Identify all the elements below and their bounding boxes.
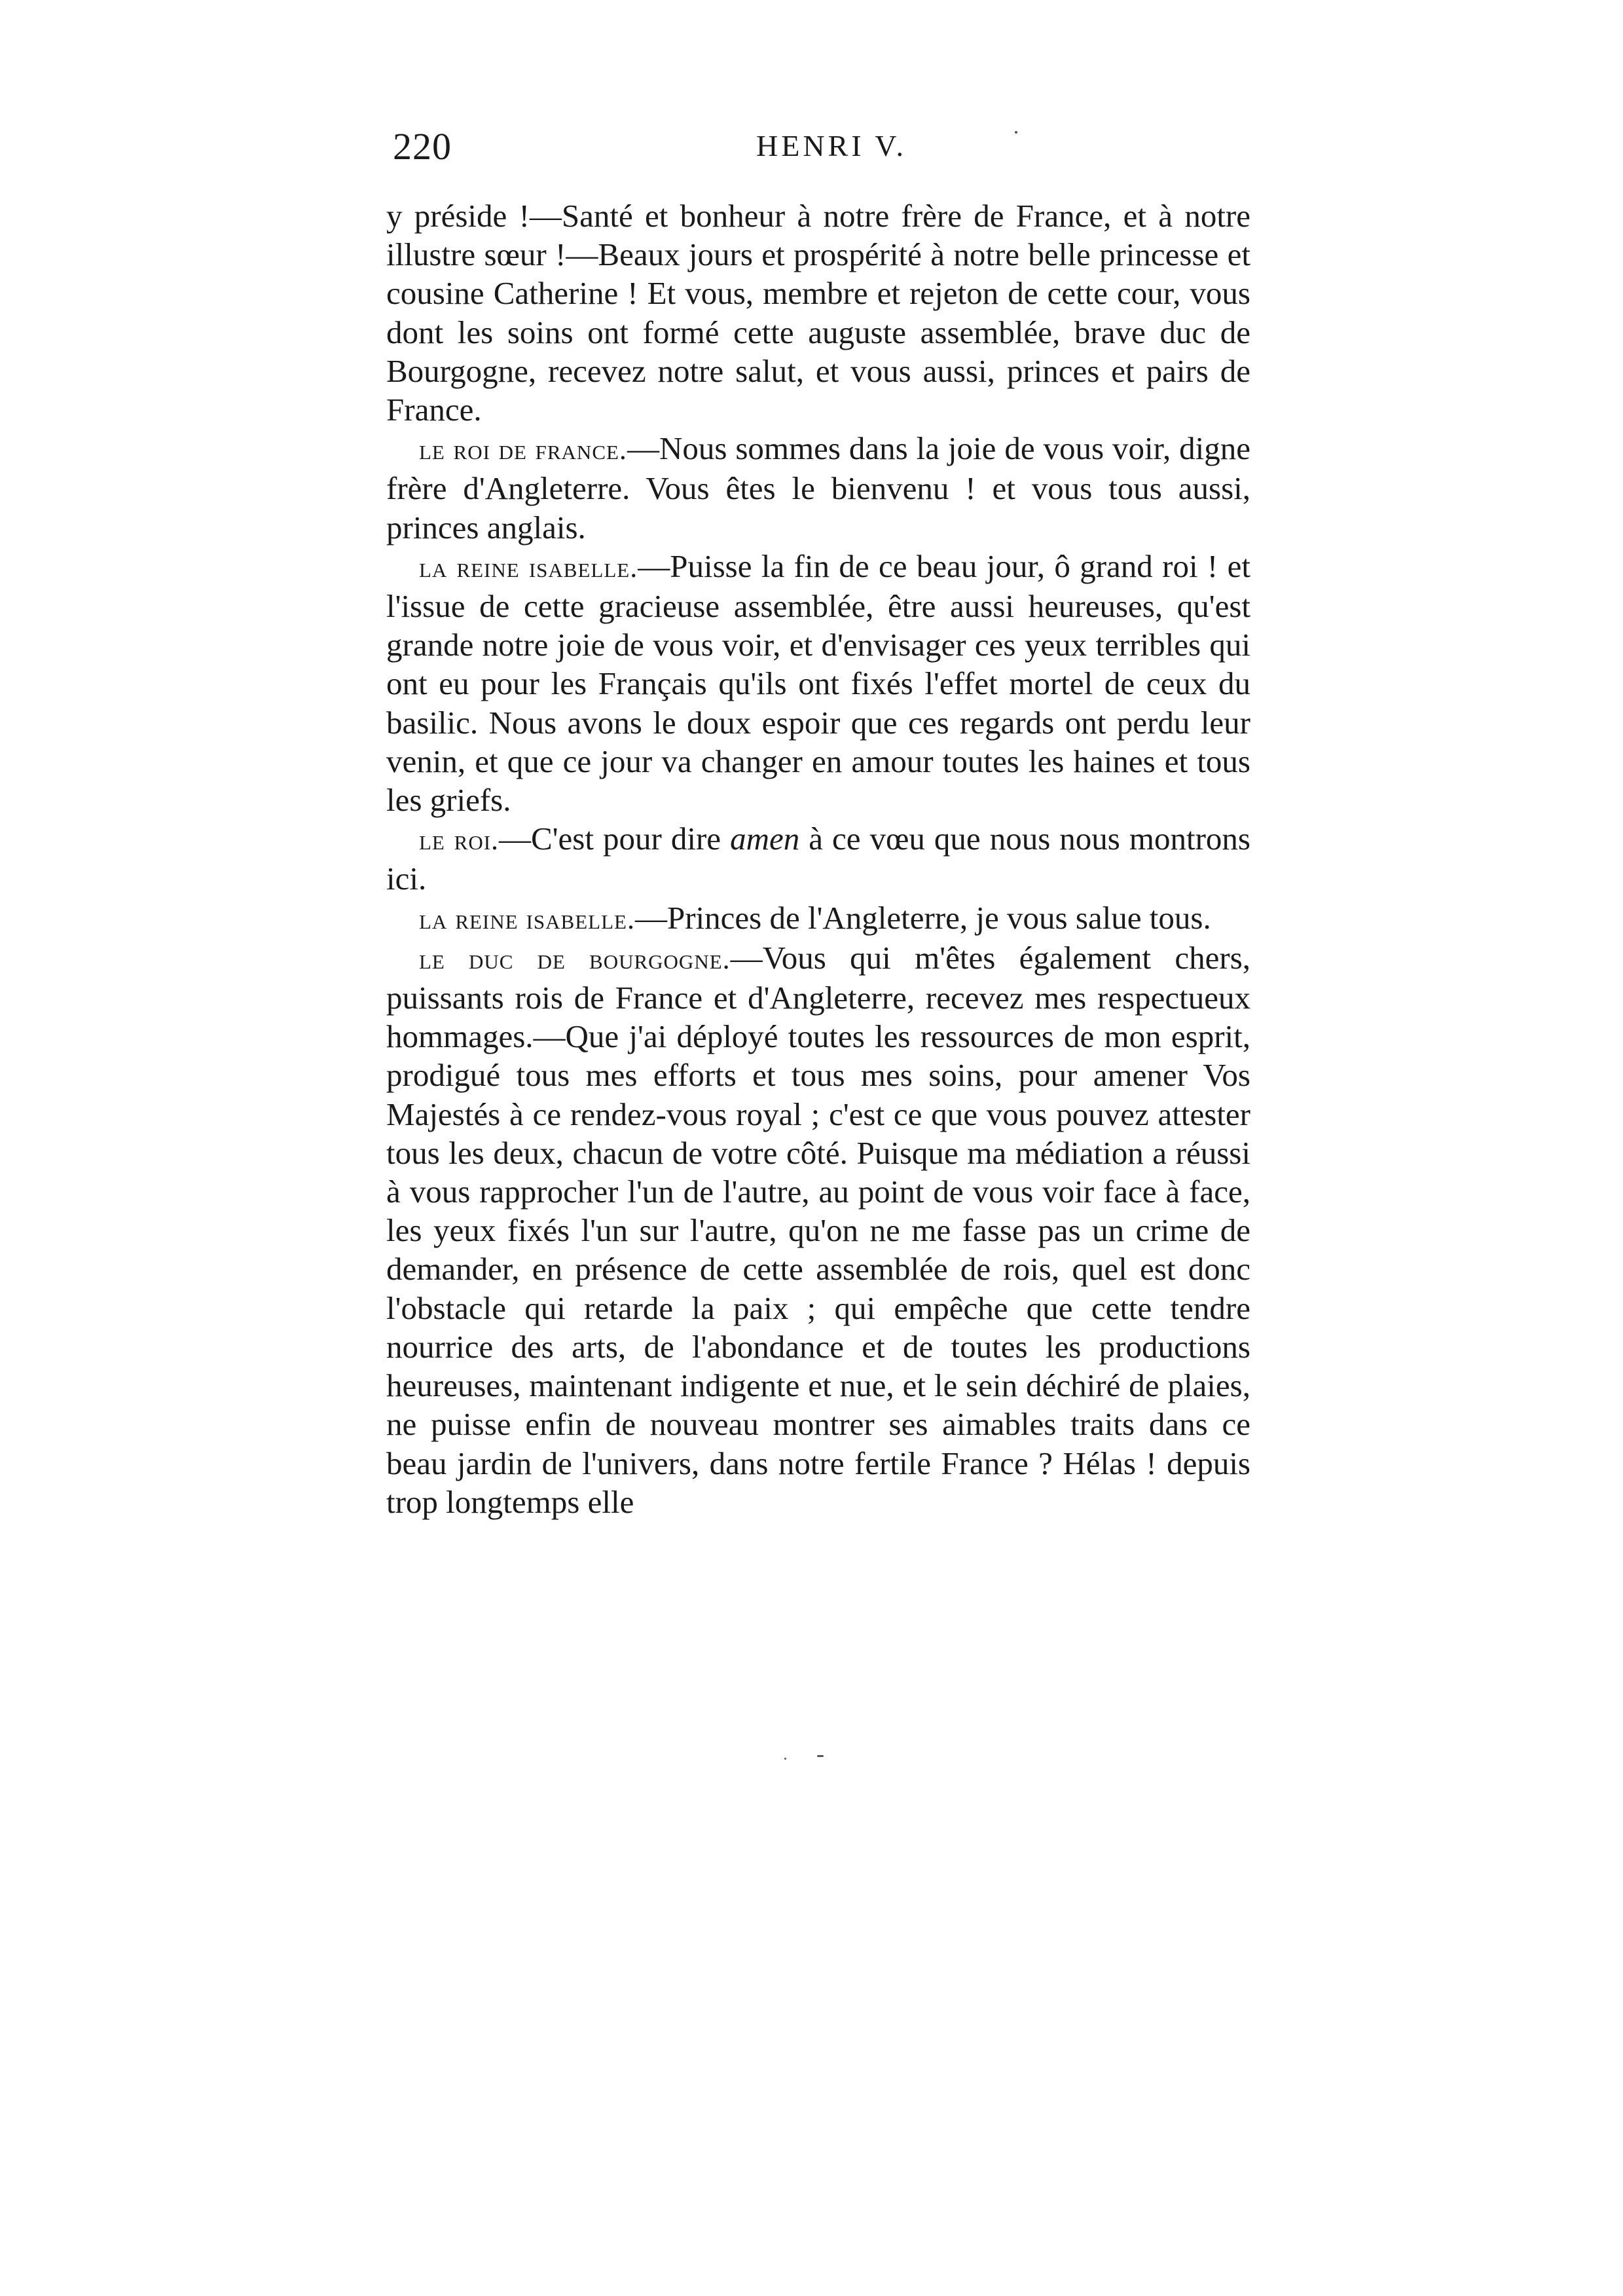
speech-text: —Vous qui m'êtes également chers, puissants rois de France et d'Angleterre, recevez mes respectueux hommages.—Que j'ai déployé toutes les ressources de mon esprit, prodigué tous mes efforts et tous mes soins, pour amener Vos Majestés à ce rendez-vous royal ; c'est ce que vous pouvez attester tous les deux, chacun de votre côté. Puisque ma médiation a réussi à vous rapprocher l'un de l'autre, au point de vous voir face à face, les yeux fixés l'un sur l'autre, qu'on ne me fasse pas un crime de demander, en présence de cette assemblée de rois, quel est donc l'obstacle qui retarde la paix ; qui empêche que cette tendre nourrice des arts, de l'abondance et de toutes les productions heureuses, maintenant indigente et nue, et le sein déchiré de plaies, ne puisse enfin de nouveau montrer ses aimables traits dans ce beau jardin de l'univers, dans notre fertile France ? Hélas ! depuis trop longtemps elle — [386, 939, 1251, 1520]
body-text — [386, 196, 1250, 1521]
page-number: 220 — [393, 125, 452, 168]
speech-text-before: —C'est pour dire — [499, 821, 731, 857]
print-speck — [817, 1755, 824, 1757]
speech-duc-de-bourgogne — [386, 938, 1250, 1521]
speech-roi-de-france — [386, 429, 1250, 547]
speaker-name: la reine isabelle. — [419, 902, 635, 935]
speaker-name: le roi. — [419, 824, 500, 857]
book-page — [386, 124, 1250, 1521]
page-header — [386, 124, 1250, 196]
speaker-name: le roi de france. — [419, 434, 627, 466]
speech-text: —Puisse la fin de ce beau jour, ô grand roi ! et l'issue de cette gracieuse assemblée, être aussi heureuses, qu'est grande notre joie de vous voir, et d'envisager ces yeux terribles qui ont eu pour les Français qu'ils ont fixés l'effet mortel de ceux du basilic. Nous avons le doux espoir que ces regards ont perdu leur venin, et que ce jour va changer en amour toutes les haines et tous les griefs. — [386, 547, 1250, 819]
paragraph-opening — [386, 196, 1250, 429]
print-speck — [784, 1758, 786, 1760]
print-speck — [1015, 131, 1017, 134]
speech-text-after: à ce vœu que nous nous montrons ici. — [386, 821, 1250, 897]
running-title: HENRI V. — [756, 129, 907, 162]
paragraph-text: y préside !—Santé et bonheur à notre frère de France, et à notre illustre sœur !—Beaux jours et prospérité à notre belle princesse et cousine Catherine ! Et vous, membre et rejeton de cette cour, vous dont les soins ont formé cette auguste assemblée, brave duc de Bourgogne, recevez notre salut, et vous aussi, princes et pairs de France. — [386, 198, 1250, 428]
speech-text: —Nous sommes dans la joie de vous voir, digne frère d'Angleterre. Vous êtes le bienvenu ! et vous tous aussi, princes anglais. — [386, 430, 1251, 546]
speech-text-italic: amen — [730, 821, 800, 857]
speaker-name: le duc de bourgogne. — [419, 942, 731, 975]
speech-roi — [386, 819, 1250, 898]
speaker-name: la reine isabelle. — [419, 551, 638, 583]
speech-reine-isabelle-2 — [386, 898, 1250, 938]
speech-text: —Princes de l'Angleterre, je vous salue tous. — [634, 899, 1211, 936]
speech-reine-isabelle-1 — [386, 547, 1250, 819]
